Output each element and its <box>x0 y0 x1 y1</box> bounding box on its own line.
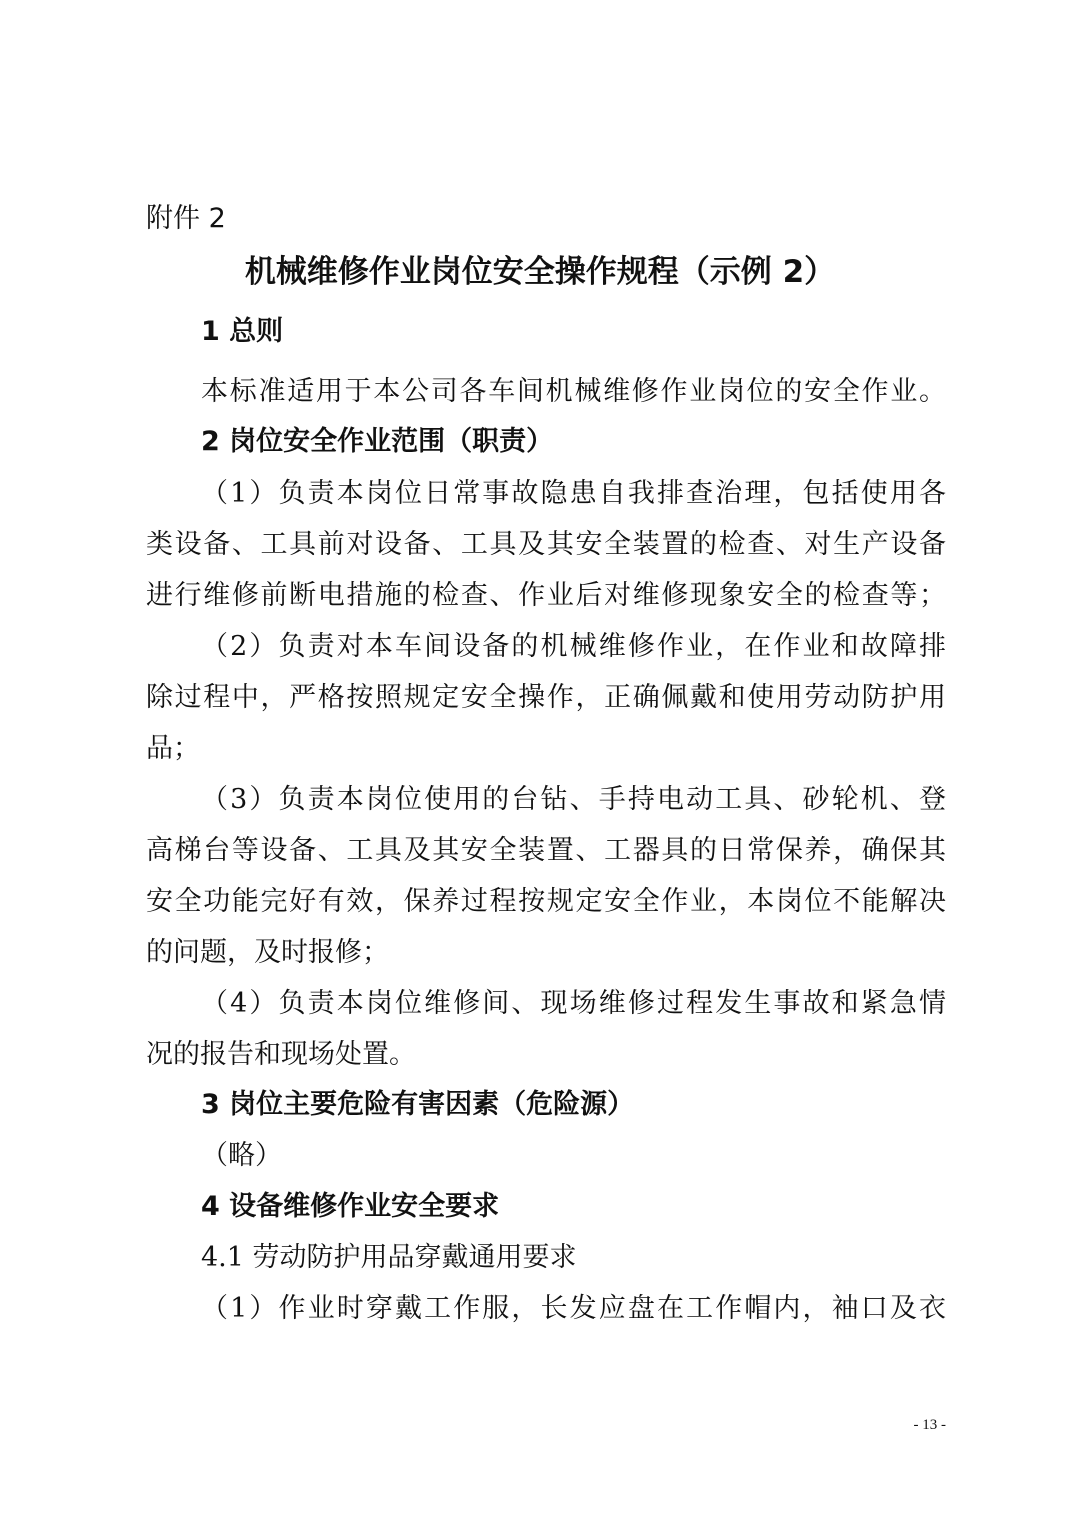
section-2-item-3-line-3: 安全功能完好有效，保养过程按规定安全作业，本岗位不能解决 <box>146 886 946 917</box>
section-2-item-3-line-1: （3）负责本岗位使用的台钻、手持电动工具、砂轮机、登 <box>201 784 946 815</box>
section-2-item-1-line-1: （1）负责本岗位日常事故隐患自我排查治理，包括使用各 <box>201 478 946 509</box>
section-3-text: （略） <box>201 1140 282 1171</box>
section-2-item-4-line-2: 况的报告和现场处置。 <box>146 1039 416 1070</box>
section-2-item-4-line-1: （4）负责本岗位维修间、现场维修过程发生事故和紧急情 <box>201 988 946 1019</box>
page-number: - 13 - <box>913 1417 946 1433</box>
section-2-item-3-line-2: 高梯台等设备、工具及其安全装置、工器具的日常保养，确保其 <box>146 835 946 866</box>
section-3-heading: 3 岗位主要危险有害因素（危险源） <box>201 1089 635 1120</box>
section-2-item-2-line-2: 除过程中，严格按照规定安全操作，正确佩戴和使用劳动防护用 <box>146 682 946 713</box>
section-2-item-1-line-3: 进行维修前断电措施的检查、作业后对维修现象安全的检查等； <box>146 580 946 611</box>
section-2-item-2-line-3: 品； <box>146 733 200 764</box>
section-4-heading: 4 设备维修作业安全要求 <box>201 1191 500 1222</box>
attachment-label: 附件 2 <box>146 203 226 234</box>
section-2-heading: 2 岗位安全作业范围（职责） <box>201 426 554 457</box>
section-2-item-2-line-1: （2）负责对本车间设备的机械维修作业，在作业和故障排 <box>201 631 946 662</box>
section-1-heading: 1 总则 <box>201 316 284 347</box>
document-title: 机械维修作业岗位安全操作规程（示例 2） <box>244 254 836 290</box>
section-1-text: 本标准适用于本公司各车间机械维修作业岗位的安全作业。 <box>201 376 946 407</box>
section-2-item-1-line-2: 类设备、工具前对设备、工具及其安全装置的检查、对生产设备 <box>146 529 946 560</box>
section-4-1-heading: 4.1 劳动防护用品穿戴通用要求 <box>201 1242 577 1273</box>
section-4-1-item-1: （1）作业时穿戴工作服，长发应盘在工作帽内，袖口及衣 <box>201 1293 946 1324</box>
section-2-item-3-line-4: 的问题，及时报修； <box>146 937 389 968</box>
